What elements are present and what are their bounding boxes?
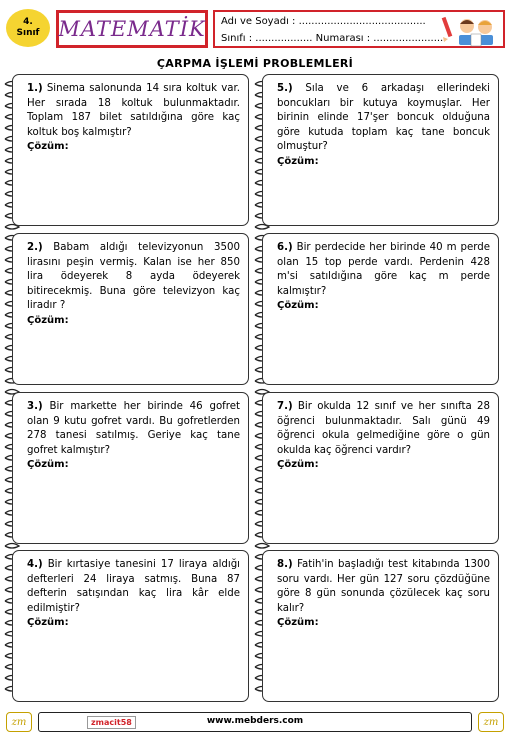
problem-text [277,241,490,299]
problem-number: 4.) [27,559,43,570]
problem-body: Sıla ve 6 arkadaşı ellerindeki boncukları bir kutuya koymuşlar. Her birinin elinde 17'şer boncuk olduğuna göre kutuda toplam kaç tane boncuk olmuştur? [277,83,490,153]
problem-body: Bir markette her birinde 46 gofret olan 9 kutu gofret vardı. Bu gofretlerden 278 tanesi satılmış. Geriye kaç tane gofret kalmıştır? [27,401,240,456]
footer-logo-right: zm [478,712,504,732]
subject-title-box [56,10,208,48]
problem-card-5 [262,74,499,226]
student-info-box [213,10,505,48]
problem-number: 2.) [27,242,43,253]
kids-reading-icon [441,15,499,47]
problem-card-2 [12,233,249,385]
solution-label: Çözüm: [27,141,69,153]
grade-number: 4. [23,17,33,27]
problem-number: 8.) [277,559,293,570]
problem-number: 3.) [27,401,43,412]
problem-body: Fatih'in başladığı test kitabında 1300 soru vardı. Her gün 127 soru çözdüğüne göre 8 gün sonunda çözülecek kaç soru kalır? [277,559,490,614]
solution-label: Çözüm: [277,300,319,312]
problem-body: Babam aldığı televizyonun 3500 lirasını peşin vermiş. Kalan ise her 850 lira ödeyerek 8 ayda ödeyerek bitirecekmiş. Buna göre televizyon kaç liradır ? [27,242,240,312]
class-number-field[interactable]: Sınıfı : .................. Numarası : ...................... [221,33,444,44]
solution-label: Çözüm: [27,459,69,471]
footer-url-link[interactable]: www.mebders.com [206,716,304,726]
problem-text [27,241,240,314]
problem-card-3 [12,392,249,544]
footer-code: zmacit58 [87,716,136,729]
problem-number: 7.) [277,401,293,412]
problem-card-1 [12,74,249,226]
problem-text [277,558,490,616]
spiral-ring [255,544,269,549]
student-name-field[interactable]: Adı ve Soyadı : ........................................ [221,16,426,27]
grade-badge [6,9,50,47]
problem-body: Sinema salonunda 14 sıra koltuk var. Her sırada 18 koltuk bulunmaktadır. Toplam 187 bilet satıldığına göre kaç koltuk boş kalmıştır? [27,83,240,138]
problem-text [27,558,240,616]
footer-bar [38,712,472,732]
problem-number: 1.) [27,83,43,94]
problem-body: Bir perdecide her birinde 40 m perde olan 15 top perde vardı. Perdenin 428 m'si satıldığına göre kaç m perde kalmıştır? [277,242,490,297]
problem-card-6 [262,233,499,385]
problem-card-7 [262,392,499,544]
solution-label: Çözüm: [277,459,319,471]
problem-body: Bir okulda 12 sınıf ve her sınıfta 28 öğrenci bulunmaktadır. Salı günü 49 öğrenci okula gelmediğine göre o gün okulda kaç öğrenci vardır? [277,401,490,456]
problem-card-4 [12,550,249,702]
problem-text [277,82,490,155]
grade-label: Sınıf [16,28,40,38]
solution-label: Çözüm: [277,155,319,167]
solution-label: Çözüm: [27,617,69,629]
problem-card-8 [262,550,499,702]
problem-number: 5.) [277,83,293,94]
problem-text [27,400,240,458]
spiral-ring [5,544,19,549]
solution-label: Çözüm: [27,314,69,326]
problem-text [27,82,240,140]
problem-number: 6.) [277,242,293,253]
footer-logo-left: zm [6,712,32,732]
solution-label: Çözüm: [277,617,319,629]
problem-body: Bir kırtasiye tanesini 17 liraya aldığı defterleri 24 liraya satmış. Buna 87 defterin satışından kaç lira kâr elde edilmiştir? [27,559,240,614]
subject-title: MATEMATİK [58,17,206,41]
problem-text [277,400,490,458]
page-title: ÇARPMA İŞLEMİ PROBLEMLERİ [156,57,354,70]
